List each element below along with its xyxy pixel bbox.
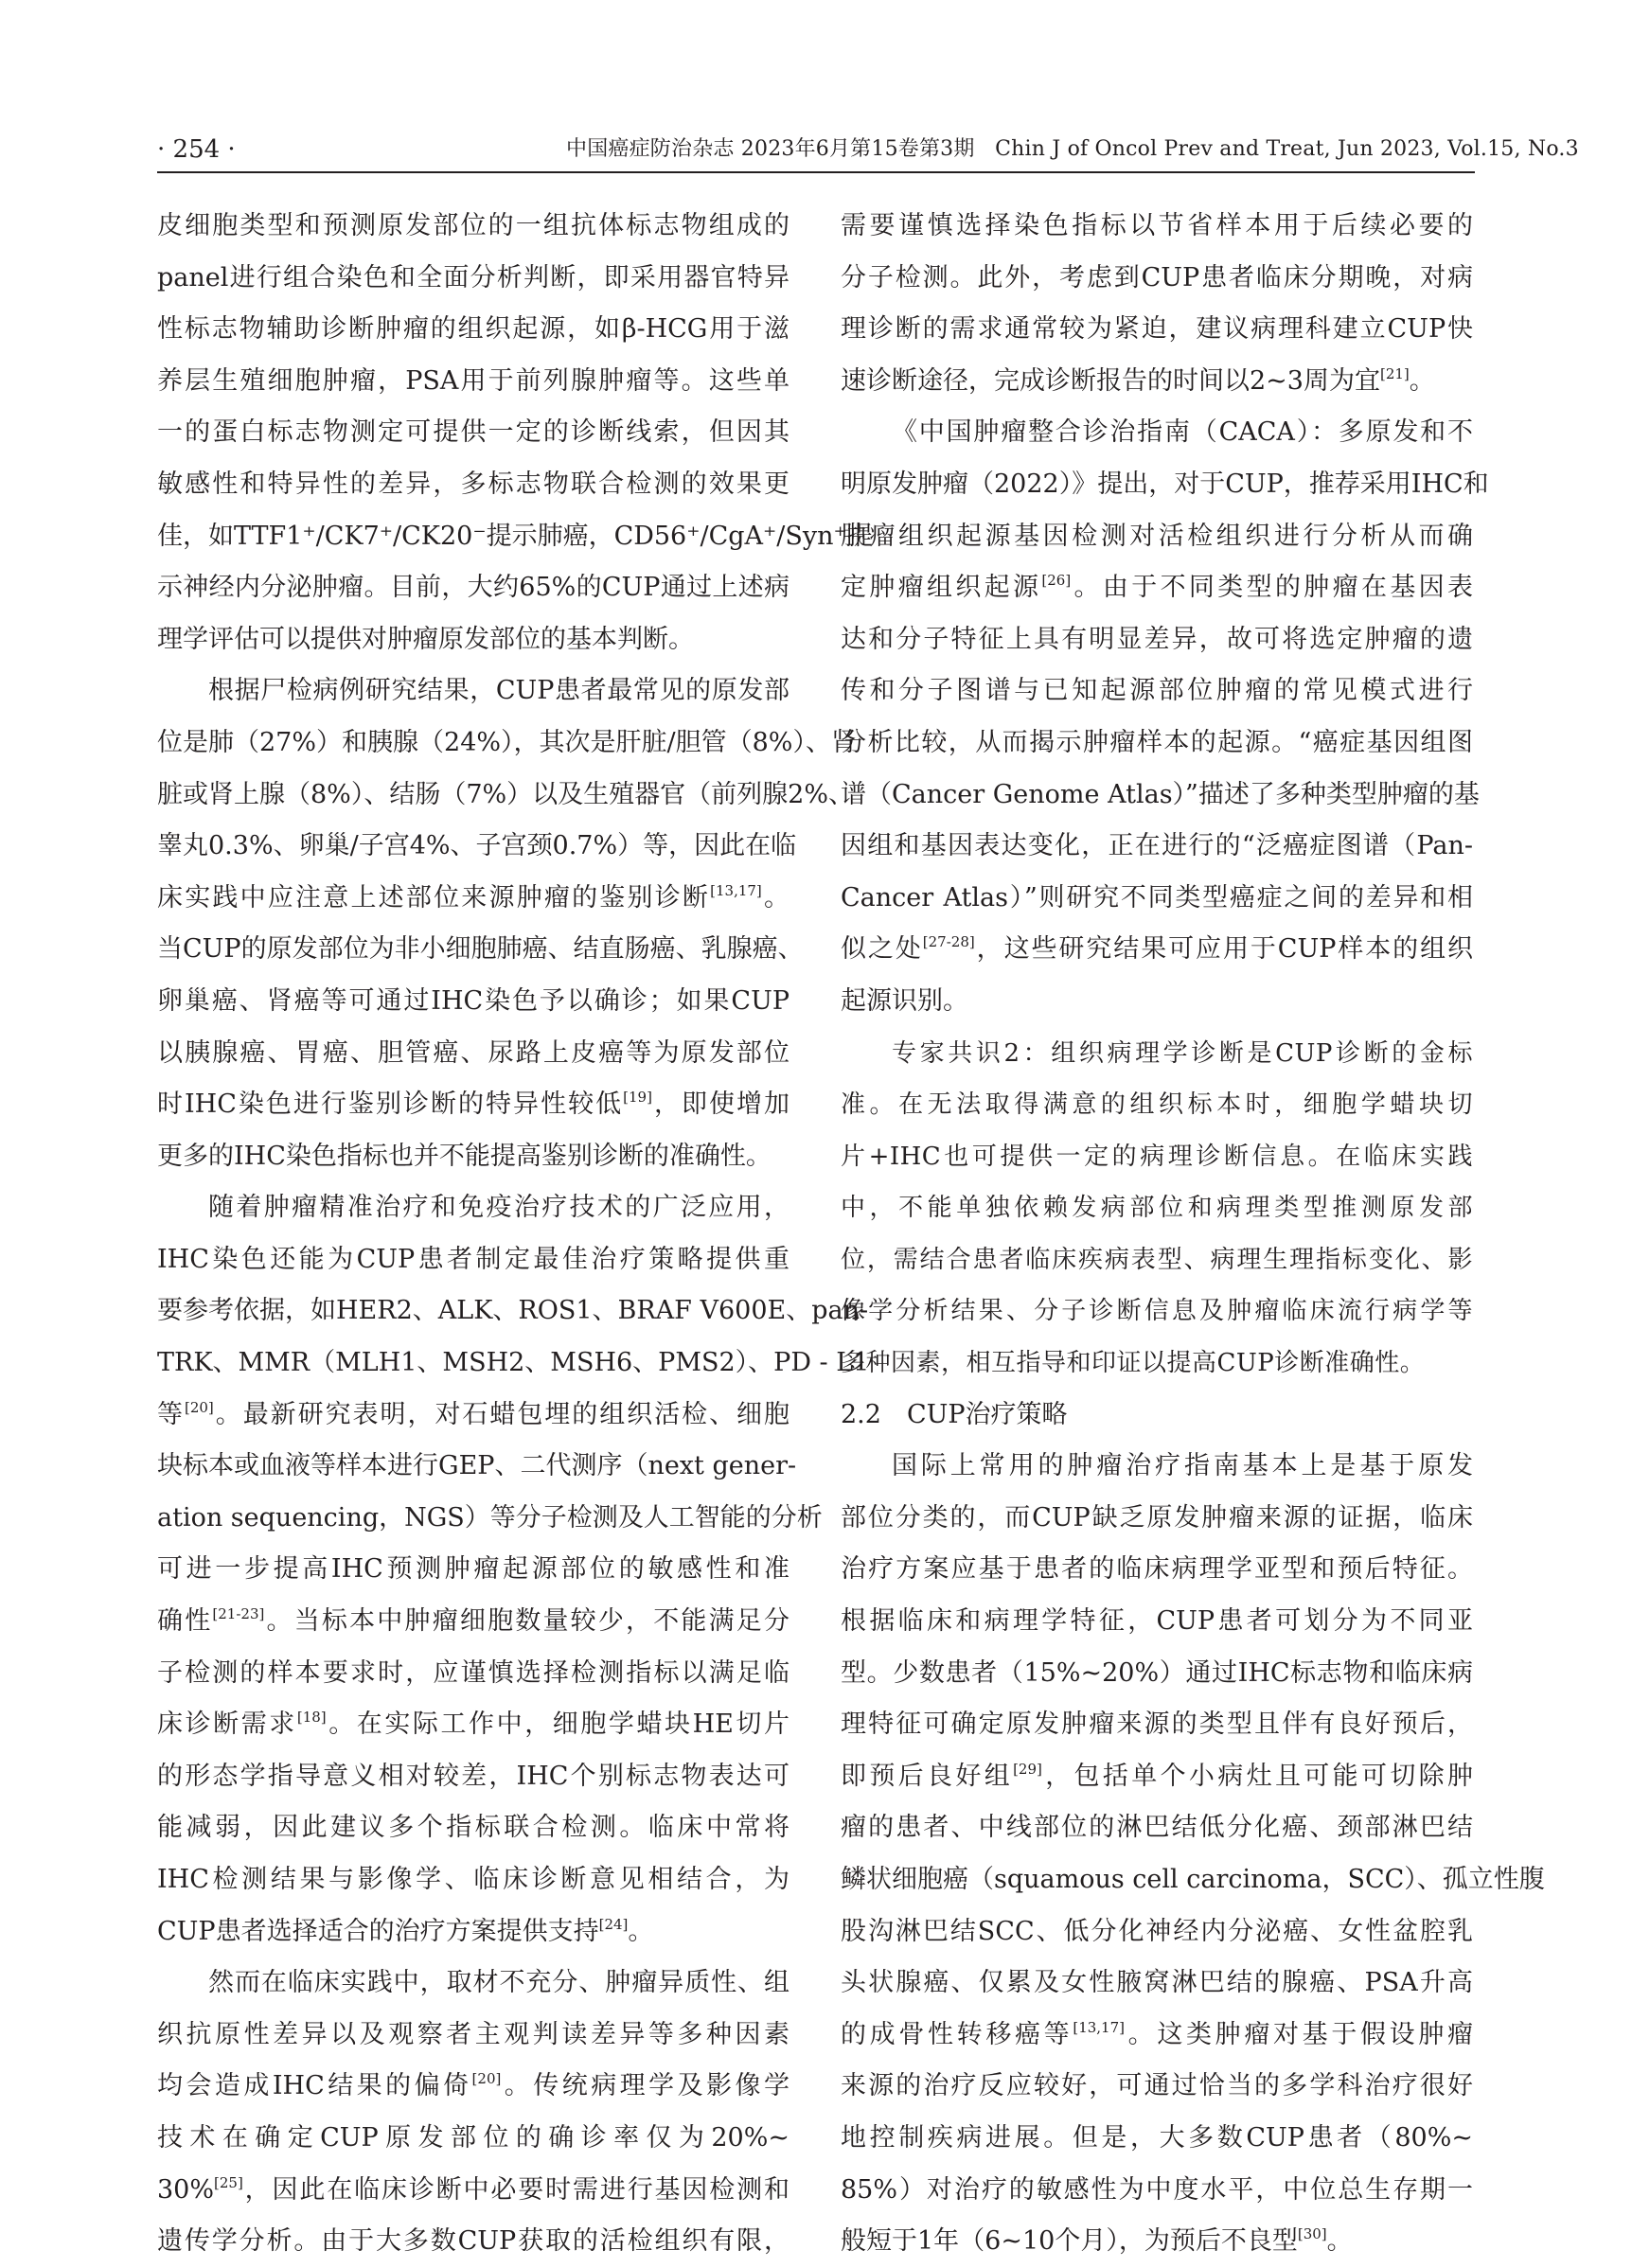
- text-line: [157, 873, 789, 925]
- line-text: 部位分类的，而CUP缺乏原发肿瘤来源的证据，临床: [841, 1502, 1473, 1533]
- text-line: [157, 459, 789, 511]
- text-line: [157, 1596, 789, 1648]
- citation-ref: [13,17]: [710, 881, 762, 899]
- text-line: [841, 1751, 1473, 1803]
- text-line: [841, 1544, 1473, 1596]
- text-line: [841, 253, 1473, 305]
- line-text: 即预后良好组: [841, 1761, 1014, 1791]
- text-line: [157, 1751, 789, 1803]
- text-line: [841, 201, 1473, 253]
- line-text: 床诊断需求: [157, 1710, 297, 1740]
- line-text: 当CUP的原发部位为非小细胞肺癌、结直肠癌、乳腺癌、: [157, 934, 804, 965]
- text-line: [841, 304, 1473, 356]
- line-text: 更多的IHC染色指标也并不能提高鉴别诊断的准确性。: [157, 1141, 772, 1171]
- text-line: [157, 718, 857, 770]
- line-text: 确性: [157, 1606, 213, 1637]
- text-line: [841, 976, 1473, 1028]
- line-text: 《中国肿瘤整合诊治指南（CACA）：多原发和不: [892, 417, 1473, 448]
- line-text: 时IHC染色进行鉴别诊断的特异性较低: [157, 1090, 624, 1120]
- text-line: [157, 1802, 789, 1854]
- line-text: 然而在临床实践中，取材不充分、肿瘤异质性、组: [208, 1968, 789, 1998]
- text-line: [157, 2165, 789, 2217]
- line-text: 瘤的患者、中线部位的淋巴结低分化癌、颈部淋巴结: [841, 1813, 1473, 1843]
- text-line: [841, 770, 1480, 822]
- line-text-continued: 。传统病理学及影像学: [501, 2071, 790, 2101]
- line-text: 片+IHC也可提供一定的病理诊断信息。在临床实践: [841, 1142, 1473, 1171]
- line-text: TRK、MMR（MLH1、MSH2、MSH6、PMS2）、PD - L1: [157, 1348, 870, 1378]
- text-line: [157, 2113, 789, 2165]
- text-line: [157, 562, 789, 614]
- line-text: 卵巢癌、肾癌等可通过IHC染色予以确诊；如果CUP: [157, 985, 789, 1016]
- line-text-continued: 。当标本中肿瘤细胞数量较少，不能满足分: [264, 1606, 790, 1637]
- line-text: 治疗方案应基于患者的临床病理学亚型和预后特征。: [841, 1554, 1473, 1585]
- text-line: [157, 1234, 789, 1286]
- text-line: [157, 2010, 789, 2062]
- text-line: [841, 1079, 1473, 1131]
- line-text-continued: ，包括单个小病灶且可能可切除肿: [1041, 1761, 1474, 1791]
- text-line: [841, 718, 1473, 770]
- text-line: [157, 1028, 789, 1080]
- line-text: 示神经内分泌肿瘤。目前，大约65%的CUP通过上述病: [157, 573, 789, 603]
- text-line: [841, 1906, 1473, 1958]
- text-line: [157, 2216, 789, 2268]
- line-text: 理学评估可以提供对肿瘤原发部位的基本判断。: [157, 624, 694, 654]
- line-text-continued: ，因此在临床诊断中必要时需进行基因检测和: [242, 2174, 789, 2205]
- line-text: 养层生殖细胞肿瘤，PSA用于前列腺肿瘤等。这些单: [157, 365, 789, 396]
- line-text-continued: 。: [1409, 365, 1435, 396]
- line-text: 般短于1年（6~10个月），为预后不良型: [841, 2226, 1298, 2257]
- line-text: 定肿瘤组织起源: [841, 573, 1042, 603]
- citation-ref: [21-23]: [212, 1605, 265, 1623]
- line-text: 头状腺癌、仅累及女性腋窝淋巴结的腺癌、PSA升高: [841, 1968, 1473, 1998]
- left-column: [157, 201, 873, 2268]
- line-text: 似之处: [841, 934, 923, 965]
- text-line: [841, 665, 1473, 718]
- line-text: 30%: [157, 2174, 215, 2205]
- text-line: [841, 2010, 1473, 2062]
- text-line: [841, 1285, 1473, 1338]
- line-text: 脏或肾上腺（8%）、结肠（7%）以及生殖器官（前列腺2%、: [157, 779, 854, 809]
- running-header: [157, 131, 1579, 168]
- line-text: 要参考依据，如HER2、ALK、ROS1、BRAF V600E、pan-: [157, 1296, 869, 1326]
- citation-ref: [26]: [1041, 572, 1072, 590]
- line-text: 根据临床和病理学特征，CUP患者可划分为不同亚: [841, 1606, 1473, 1637]
- text-line: [841, 873, 1473, 925]
- text-line: [841, 821, 1473, 873]
- text-line: [841, 511, 1473, 563]
- line-text: CUP患者选择适合的治疗方案提供支持: [157, 1916, 599, 1946]
- line-text: 的形态学指导意义相对较差，IHC个别标志物表达可: [157, 1761, 789, 1791]
- section-heading: [841, 1390, 1473, 1442]
- text-line: [841, 1802, 1473, 1854]
- text-line: [841, 1182, 1473, 1234]
- line-text: 来源的治疗反应较好，可通过恰当的多学科治疗很好: [841, 2071, 1473, 2101]
- text-line: [157, 1906, 789, 1958]
- line-text: 技术在确定CUP原发部位的确诊率仅为20%~: [157, 2122, 789, 2153]
- line-text: 位，需结合患者临床疾病表型、病理生理指标变化、影: [841, 1245, 1473, 1274]
- text-line: [157, 201, 789, 253]
- line-text: 等: [157, 1399, 185, 1429]
- line-text: 鳞状细胞癌（squamous cell carcinoma，SCC）、孤立性腹: [841, 1865, 1545, 1894]
- text-line: [157, 665, 789, 718]
- line-text: 理诊断的需求通常较为紧迫，建议病理科建立CUP快: [841, 314, 1473, 345]
- text-line: [841, 356, 1473, 408]
- line-text: 肿瘤组织起源基因检测对活检组织进行分析从而确: [841, 521, 1473, 551]
- text-line: [157, 1544, 789, 1596]
- line-text: IHC检测结果与影像学、临床诊断意见相结合，为: [157, 1865, 789, 1894]
- text-line: [841, 2165, 1473, 2217]
- line-text: 敏感性和特异性的差异，多标志物联合检测的效果更: [157, 469, 789, 499]
- line-text: 子检测的样本要求时，应谨慎选择检测指标以满足临: [157, 1657, 789, 1688]
- citation-ref: [18]: [296, 1709, 327, 1727]
- text-line: [157, 2061, 789, 2113]
- line-text: 2.2 CUP治疗策略: [841, 1399, 1068, 1429]
- line-text: panel进行组合染色和全面分析判断，即采用器官特异: [157, 262, 789, 292]
- text-line: [157, 1285, 869, 1338]
- line-text-continued: 。: [628, 1916, 654, 1946]
- line-text: 分子检测。此外，考虑到CUP患者临床分期晚，对病: [841, 262, 1473, 292]
- line-text-continued: 。这类肿瘤对基于假设肿瘤: [1125, 2019, 1474, 2049]
- text-line: [157, 253, 789, 305]
- line-text: 理特征可确定原发肿瘤来源的类型且伴有良好预后，: [841, 1710, 1473, 1740]
- citation-ref: [30]: [1297, 2225, 1327, 2243]
- line-text: 以胰腺癌、胃癌、胆管癌、尿路上皮癌等为原发部位: [157, 1037, 789, 1068]
- text-line: [157, 511, 873, 563]
- citation-ref: [13,17]: [1073, 2018, 1125, 2036]
- citation-ref: [20]: [471, 2070, 502, 2088]
- line-text: 床实践中应注意上述部位来源肿瘤的鉴别诊断: [157, 882, 711, 913]
- line-text-continued: 。在实际工作中，细胞学蜡块HE切片: [326, 1710, 789, 1740]
- text-line: [841, 407, 1473, 459]
- text-line: [157, 407, 789, 459]
- line-text: 中，不能单独依赖发病部位和病理类型推测原发部: [841, 1194, 1473, 1223]
- text-line: [157, 821, 797, 873]
- line-text-continued: 。: [761, 882, 790, 913]
- line-text: 地控制疾病进展。但是，大多数CUP患者（80%~: [841, 2122, 1473, 2153]
- text-line: [157, 1131, 789, 1183]
- text-line: [841, 1441, 1473, 1493]
- line-text: 速诊断途径，完成诊断报告的时间以2~3周为宜: [841, 365, 1380, 396]
- text-line: [841, 2061, 1473, 2113]
- citation-ref: [19]: [623, 1089, 652, 1107]
- line-text: 起源识别。: [841, 985, 968, 1016]
- page-number: · 254 ·: [157, 135, 236, 164]
- text-line: [841, 1648, 1473, 1700]
- line-text-continued: 。由于不同类型的肿瘤在基因表: [1071, 573, 1474, 603]
- text-line: [841, 459, 1489, 511]
- line-text: 织抗原性差异以及观察者主观判读差异等多种因素: [157, 2019, 789, 2049]
- text-line: [841, 1493, 1473, 1545]
- text-line: [841, 1028, 1473, 1080]
- line-text: 需要谨慎选择染色指标以节省样本用于后续必要的: [841, 211, 1473, 240]
- text-line: [841, 1234, 1473, 1286]
- citation-ref: [20]: [184, 1398, 214, 1416]
- line-text: 达和分子特征上具有明显差异，故可将选定肿瘤的遗: [841, 624, 1473, 654]
- line-text: 谱（Cancer Genome Atlas）”描述了多种类型肿瘤的基: [841, 779, 1480, 809]
- line-text: 分析比较，从而揭示肿瘤样本的起源。“癌症基因组图: [841, 727, 1473, 757]
- line-text: 专家共识2：组织病理学诊断是CUP诊断的金标: [892, 1038, 1473, 1068]
- line-text: 睾丸0.3%、卵巢/子宫4%、子宫颈0.7%）等，因此在临: [157, 831, 797, 861]
- text-line: [157, 1079, 789, 1131]
- text-line: [841, 1131, 1473, 1183]
- line-text: IHC染色还能为CUP患者制定最佳治疗策略提供重: [157, 1244, 789, 1274]
- line-text: 像学分析结果、分子诊断信息及肿瘤临床流行病学等: [841, 1297, 1473, 1326]
- text-line: [841, 924, 1473, 976]
- line-text: 明原发肿瘤（2022）》提出，对于CUP，推荐采用IHC和: [841, 469, 1489, 499]
- line-text-continued: 。最新研究表明，对石蜡包埋的组织活检、细胞: [213, 1399, 790, 1429]
- text-line: [157, 1854, 789, 1906]
- text-line: [157, 1493, 823, 1545]
- citation-ref: [29]: [1013, 1760, 1042, 1778]
- text-line: [841, 1958, 1473, 2010]
- text-line: [157, 1182, 789, 1234]
- line-text: 佳，如TTF1⁺/CK7⁺/CK20⁻提示肺癌，CD56⁺/CgA⁺/Syn⁺提: [157, 521, 873, 551]
- line-text: Cancer Atlas）”则研究不同类型癌症之间的差异和相: [841, 882, 1473, 913]
- text-line: [157, 1958, 789, 2010]
- line-text: 传和分子图谱与已知起源部位肿瘤的常见模式进行: [841, 676, 1473, 706]
- right-column: [841, 201, 1545, 2268]
- text-line: [157, 356, 789, 408]
- text-line: [841, 614, 1473, 666]
- journal-citation: 中国癌症防治杂志 2023年6月第15卷第3期 Chin J of Oncol Prev and Treat, Jun 2023, Vol.15, No.3: [566, 137, 1579, 161]
- line-text: 国际上常用的肿瘤治疗指南基本上是基于原发: [892, 1451, 1473, 1481]
- text-line: [841, 2216, 1473, 2268]
- line-text: 准。在无法取得满意的组织标本时，细胞学蜡块切: [841, 1090, 1473, 1120]
- line-text: 85%）对治疗的敏感性为中度水平，中位总生存期一: [841, 2174, 1473, 2205]
- line-text: ation sequencing，NGS）等分子检测及人工智能的分析: [157, 1502, 823, 1533]
- citation-ref: [21]: [1379, 364, 1410, 382]
- line-text-continued: ，这些研究结果可应用于CUP样本的组织: [974, 934, 1473, 965]
- line-text: 块标本或血液等样本进行GEP、二代测序（next gener-: [157, 1451, 797, 1481]
- line-text: 能减弱，因此建议多个指标联合检测。临床中常将: [157, 1813, 789, 1843]
- line-text: 均会造成IHC结果的偏倚: [157, 2071, 472, 2101]
- text-line: [841, 1596, 1473, 1648]
- citation-ref: [25]: [214, 2173, 243, 2191]
- text-line: [157, 1699, 789, 1751]
- text-line: [157, 924, 804, 976]
- line-text: 遗传学分析。由于大多数CUP获取的活检组织有限，: [157, 2226, 789, 2257]
- text-line: [157, 976, 789, 1028]
- text-line: [841, 1338, 1473, 1390]
- line-text: 的成骨性转移癌等: [841, 2019, 1073, 2049]
- text-line: [157, 1648, 789, 1700]
- text-line: [157, 304, 789, 356]
- line-text: 可进一步提高IHC预测肿瘤起源部位的敏感性和准: [157, 1554, 789, 1585]
- line-text: 根据尸检病例研究结果，CUP患者最常见的原发部: [208, 676, 789, 706]
- line-text: 多种因素，相互指导和印证以提高CUP诊断准确性。: [841, 1349, 1426, 1378]
- text-line: [841, 1854, 1545, 1906]
- text-line: [841, 2113, 1473, 2165]
- line-text: 一的蛋白标志物测定可提供一定的诊断线索，但因其: [157, 417, 789, 448]
- line-text-continued: ，即使增加: [651, 1090, 789, 1120]
- text-line: [157, 1338, 870, 1390]
- citation-ref: [24]: [598, 1915, 629, 1933]
- header-rule: [157, 171, 1475, 173]
- line-text: 性标志物辅助诊断肿瘤的组织起源，如β-HCG用于滋: [157, 314, 789, 345]
- citation-ref: [27-28]: [922, 933, 975, 951]
- line-text-continued: 。: [1326, 2226, 1353, 2257]
- line-text: 皮细胞类型和预测原发部位的一组抗体标志物组成的: [157, 211, 789, 240]
- text-line: [157, 1390, 789, 1442]
- text-line: [157, 770, 854, 822]
- text-line: [157, 614, 789, 666]
- text-line: [157, 1441, 797, 1493]
- line-text: 因组和基因表达变化，正在进行的“泛癌症图谱（Pan-: [841, 831, 1473, 861]
- line-text: 型。少数患者（15%~20%）通过IHC标志物和临床病: [841, 1657, 1473, 1688]
- line-text: 随着肿瘤精准治疗和免疫治疗技术的广泛应用，: [208, 1193, 789, 1223]
- text-line: [841, 1699, 1473, 1751]
- line-text: 股沟淋巴结SCC、低分化神经内分泌癌、女性盆腔乳: [841, 1916, 1473, 1946]
- text-line: [841, 562, 1473, 614]
- line-text: 位是肺（27%）和胰腺（24%），其次是肝脏/胆管（8%）、肾: [157, 727, 857, 757]
